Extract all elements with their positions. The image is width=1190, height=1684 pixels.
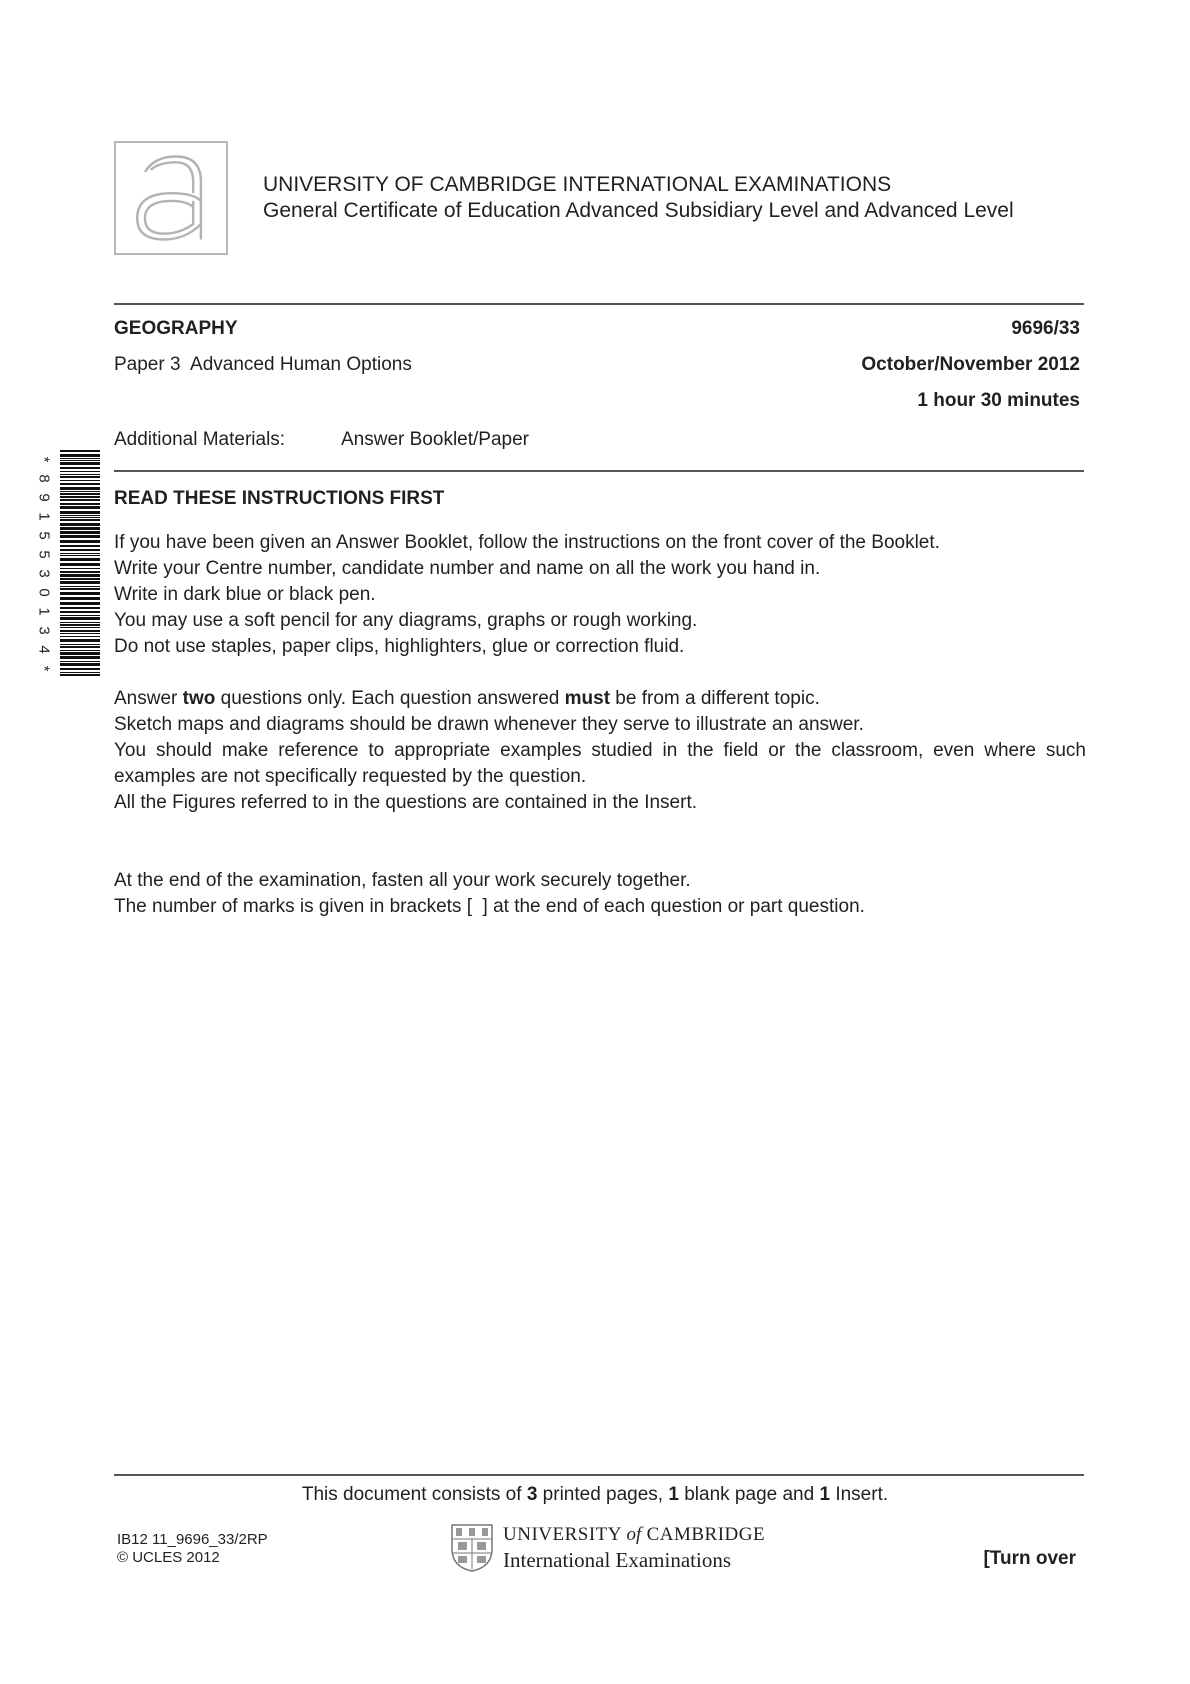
barcode-bar — [60, 487, 100, 490]
exam-session: October/November 2012 — [861, 354, 1080, 375]
barcode-bar — [60, 540, 100, 543]
candidate-barcode — [36, 450, 100, 678]
barcode-bar — [60, 462, 100, 465]
barcode-digit: * — [35, 665, 53, 672]
document-reference — [117, 1531, 268, 1567]
wordmark-text: of — [626, 1524, 642, 1545]
answer-text: be from a different topic. — [610, 688, 820, 709]
barcode-bar — [60, 563, 100, 566]
instructions-rule — [114, 470, 1084, 472]
barcode-bar — [60, 588, 100, 590]
barcode-bar — [60, 639, 100, 642]
instruction-line: If you have been given an Answer Booklet, follow the instructions on the front cover of the Booklet. — [114, 532, 940, 553]
barcode-bar — [60, 674, 100, 676]
barcode-bar — [60, 531, 100, 534]
barcode-bar — [60, 624, 100, 626]
barcode-digit: 4 — [35, 645, 53, 654]
wordmark-text: UNIVERSITY — [503, 1524, 622, 1545]
barcode-bar — [60, 574, 100, 577]
barcode-bar — [60, 506, 100, 509]
crest-icon — [450, 1523, 494, 1573]
instruction-line: At the end of the examination, fasten all your work securely together. — [114, 870, 691, 891]
instruction-line: All the Figures referred to in the questions are contained in the Insert. — [114, 792, 697, 813]
barcode-bar — [60, 555, 100, 556]
barcode-bar — [60, 636, 100, 637]
barcode-bar — [60, 511, 100, 514]
barcode-bar — [60, 460, 100, 461]
barcode-bar — [60, 663, 100, 666]
syllabus-code: 9696/33 — [1011, 318, 1080, 339]
barcode-bar — [60, 471, 100, 472]
instruction-line: The number of marks is given in brackets [ ] at the end of each question or part question. — [114, 896, 865, 917]
barcode-bar — [60, 553, 100, 554]
barcode-bar — [60, 491, 100, 492]
answer-emphasis: two — [182, 688, 216, 709]
barcode-bar — [60, 458, 100, 459]
barcode-bar — [60, 476, 100, 478]
wordmark-text: CAMBRIDGE — [646, 1524, 766, 1545]
paper-title: Paper 3 Advanced Human Options — [114, 354, 412, 375]
turn-over: [Turn over — [983, 1548, 1076, 1569]
instruction-line: You may use a soft pencil for any diagrams, graphs or rough working. — [114, 610, 698, 631]
barcode-bar — [60, 586, 100, 587]
footer-text: blank page and — [678, 1484, 820, 1505]
barcode-digit: 0 — [35, 588, 53, 597]
cambridge-wordmark-line2: International Examinations — [503, 1548, 732, 1572]
barcode-digit: 3 — [35, 626, 53, 635]
instruction-line: Sketch maps and diagrams should be drawn whenever they serve to illustrate an answer. — [114, 714, 864, 735]
barcode-bar — [60, 519, 100, 521]
barcode-bar — [60, 646, 100, 648]
footer-number: 1 — [668, 1484, 679, 1505]
barcode-bar — [60, 661, 100, 662]
barcode-bar — [60, 597, 100, 600]
cambridge-wordmark-line1 — [503, 1524, 765, 1546]
barcode-digit: 1 — [35, 512, 53, 521]
barcode-bar — [60, 615, 100, 616]
barcode-digit: 1 — [35, 607, 53, 616]
barcode-bar — [60, 581, 100, 584]
instructions-block-2 — [114, 686, 1086, 816]
barcode-bar — [60, 549, 100, 551]
instruction-line: Write in dark blue or black pen. — [114, 584, 376, 605]
page-count-note — [0, 1484, 1190, 1506]
answer-text: questions only. Each question answered — [215, 688, 565, 709]
instructions-block-3 — [114, 868, 1086, 920]
cie-logo — [114, 141, 228, 255]
barcode-digits — [36, 450, 52, 678]
barcode-bar — [60, 644, 100, 645]
barcode-bar — [60, 493, 100, 495]
barcode-digit: 3 — [35, 569, 53, 578]
barcode-bar — [60, 650, 100, 651]
barcode-bar — [60, 607, 100, 609]
instructions-heading: READ THESE INSTRUCTIONS FIRST — [114, 488, 445, 509]
instruction-line: You should make reference to appropriate examples studied in the field or the classroom, even where such examples are not specifically requested by the question. — [114, 740, 1086, 787]
barcode-bar — [60, 672, 100, 673]
barcode-bar — [60, 578, 100, 580]
barcode-bar — [60, 571, 100, 573]
answer-instruction — [114, 686, 1086, 712]
barcode-bar — [60, 535, 100, 538]
instruction-line: Write your Centre number, candidate number and name on all the work you hand in. — [114, 558, 821, 579]
top-rule — [114, 303, 1084, 305]
barcode-bar — [60, 527, 100, 530]
barcode-digit: 8 — [35, 474, 53, 483]
barcode-bar — [60, 450, 100, 452]
barcode-bar — [60, 499, 100, 501]
instructions-block-1 — [114, 530, 1086, 660]
barcode-digit: 5 — [35, 550, 53, 559]
barcode-bar — [60, 633, 100, 634]
letter-a-logo-icon — [116, 143, 226, 253]
barcode-bar — [60, 668, 100, 670]
materials-value: Answer Booklet/Paper — [341, 429, 529, 450]
footer-text: printed pages, — [537, 1484, 669, 1505]
barcode-digit: * — [35, 456, 53, 463]
subject: GEOGRAPHY — [114, 318, 238, 339]
barcode-bar — [60, 523, 100, 526]
institution-name: UNIVERSITY OF CAMBRIDGE INTERNATIONAL EXAMINATIONS — [263, 173, 892, 196]
answer-emphasis: must — [564, 688, 611, 709]
barcode-bar — [60, 545, 100, 547]
barcode-digit: 9 — [35, 493, 53, 502]
qualification-name: General Certificate of Education Advanced Subsidiary Level and Advanced Level — [263, 199, 1014, 222]
exam-duration: 1 hour 30 minutes — [917, 390, 1080, 411]
barcode-bar — [60, 517, 100, 518]
footer-text: This document consists of — [301, 1484, 527, 1505]
copyright-notice: © UCLES 2012 — [117, 1549, 220, 1566]
cambridge-crest — [450, 1523, 494, 1573]
materials-label: Additional Materials: — [114, 429, 286, 450]
barcode-digit: 5 — [35, 531, 53, 540]
footer-number: 1 — [819, 1484, 831, 1505]
barcode-bar — [60, 503, 100, 505]
reference-code: IB12 11_9696_33/2RP — [117, 1531, 268, 1548]
barcode-bar — [60, 652, 100, 655]
footer-number: 3 — [526, 1484, 538, 1505]
barcode-bar — [60, 611, 100, 613]
barcode-bar — [60, 558, 100, 561]
barcode-bar — [60, 480, 100, 481]
instruction-line: Do not use staples, paper clips, highlighters, glue or correction fluid. — [114, 636, 685, 657]
barcode-bar — [60, 515, 100, 516]
footer-rule — [114, 1474, 1084, 1476]
barcode-bar — [60, 474, 100, 475]
answer-text: Answer — [114, 688, 183, 709]
barcode-bar — [60, 496, 100, 498]
barcode-bar — [60, 483, 100, 485]
barcode-bar — [60, 656, 100, 659]
barcode-bar — [60, 617, 100, 620]
barcode-bar — [60, 602, 100, 605]
barcode-bar — [60, 622, 100, 623]
barcode-bar — [60, 627, 100, 628]
barcode-bar — [60, 630, 100, 632]
barcode-bar — [60, 454, 100, 457]
footer-text: Insert. — [830, 1484, 889, 1505]
barcode-bar — [60, 592, 100, 595]
barcode-bar — [60, 467, 100, 469]
barcode-bar — [60, 568, 100, 569]
